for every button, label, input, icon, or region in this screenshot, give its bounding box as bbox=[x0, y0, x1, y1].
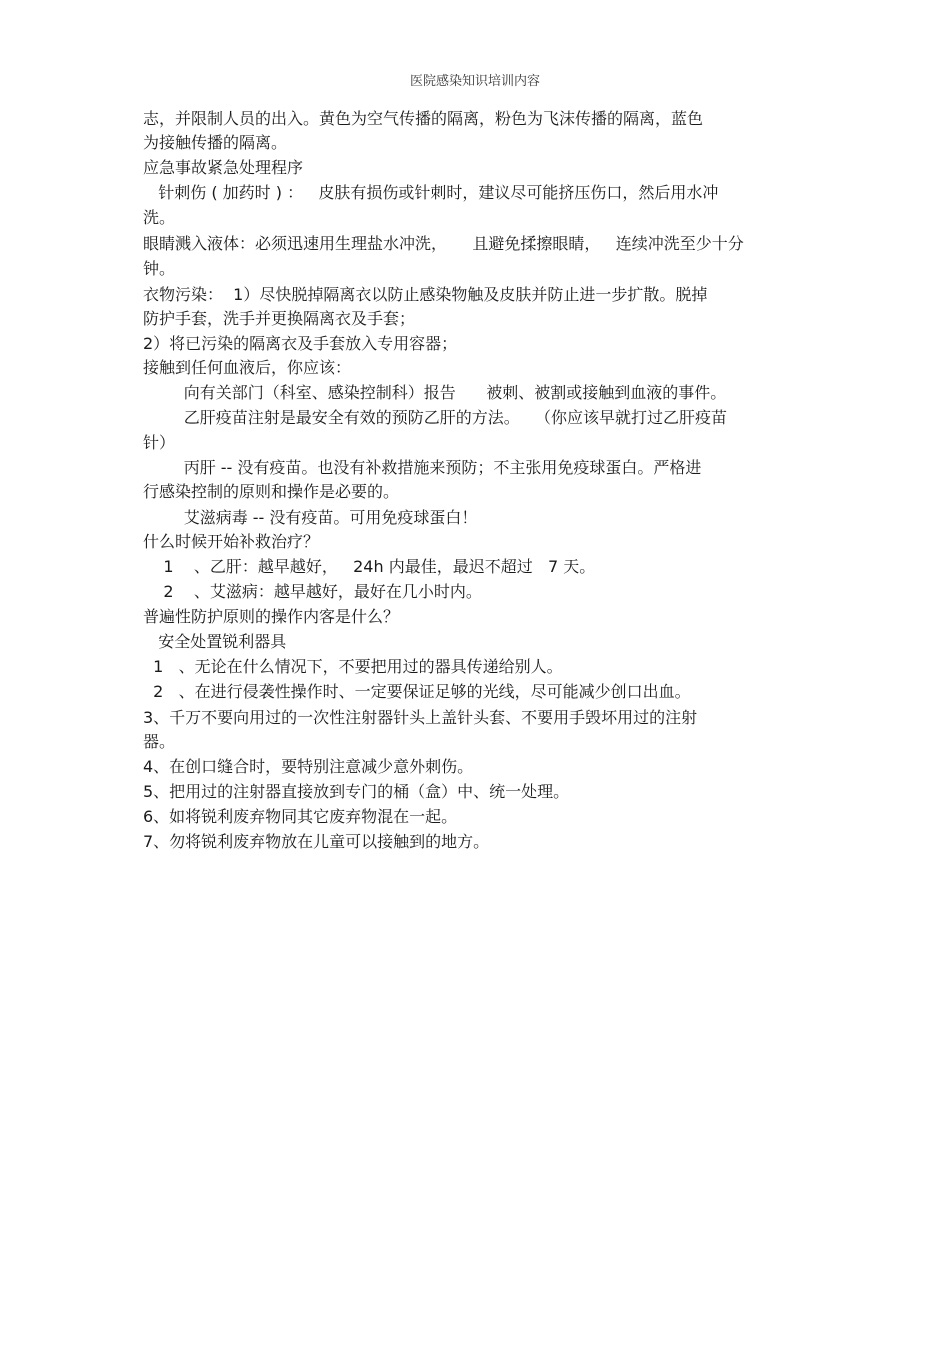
body-line: 2）将已污染的隔离衣及手套放入专用容器； bbox=[143, 334, 458, 353]
body-line: 6、如将锐利废弃物同其它废弃物混在一起。 bbox=[143, 807, 458, 826]
body-line: 2 、在进行侵袭性操作时、一定要保证足够的光线，尽可能减少创口出血。 bbox=[143, 682, 691, 701]
body-line: 行感染控制的原则和操作是必要的。 bbox=[143, 482, 400, 501]
body-line: 艾滋病毒 -- 没有疫苗。可用免疫球蛋白！ bbox=[143, 508, 478, 527]
body-line: 1 、乙肝：越早越好， 24h 内最佳，最迟不超过 7 天。 bbox=[143, 557, 596, 576]
body-line: 向有关部门（科室、感染控制科）报告 被刺、被割或接触到血液的事件。 bbox=[143, 383, 727, 402]
body-line: 针） bbox=[143, 433, 176, 452]
body-line: 1 、无论在什么情况下，不要把用过的器具传递给别人。 bbox=[143, 657, 563, 676]
body-line: 2 、艾滋病：越早越好，最好在几小时内。 bbox=[143, 582, 482, 601]
section-heading: 应急事故紧急处理程序 bbox=[143, 158, 304, 177]
body-line: 志，并限制人员的出入。黄色为空气传播的隔离，粉色为飞沫传播的隔离，蓝色 bbox=[143, 109, 704, 128]
body-line: 接触到任何血液后，你应该： bbox=[143, 358, 352, 377]
body-line: 7、勿将锐利废弃物放在儿童可以接触到的地方。 bbox=[143, 832, 490, 851]
body-line: 防护手套，洗手并更换隔离衣及手套； bbox=[143, 309, 416, 328]
section-heading: 什么时候开始补救治疗？ bbox=[143, 532, 320, 551]
body-line: 为接触传播的隔离。 bbox=[143, 133, 288, 152]
body-line: 安全处置锐利器具 bbox=[143, 632, 287, 651]
page-header: 医院感染知识培训内容 bbox=[409, 74, 540, 89]
body-line: 衣物污染： 1）尽快脱掉隔离衣以防止感染物触及皮肤并防止进一步扩散。脱掉 bbox=[143, 285, 708, 304]
body-line: 5、把用过的注射器直接放到专门的桶（盒）中、统一处理。 bbox=[143, 782, 570, 801]
body-line: 洗。 bbox=[143, 208, 176, 227]
body-line: 乙肝疫苗注射是最安全有效的预防乙肝的方法。 （你应该早就打过乙肝疫苗 bbox=[143, 408, 727, 427]
body-line: 钟。 bbox=[143, 259, 176, 278]
body-line: 针刺伤 ( 加药时 ) ： 皮肤有损伤或针刺时，建议尽可能挤压伤口，然后用水冲 bbox=[143, 183, 719, 202]
body-line: 器。 bbox=[143, 732, 176, 751]
body-line: 3、千万不要向用过的一次性注射器针头上盖针头套、不要用手毁坏用过的注射 bbox=[143, 708, 698, 727]
body-line: 4、在创口缝合时，要特别注意减少意外刺伤。 bbox=[143, 757, 474, 776]
body-line: 眼睛溅入液体：必须迅速用生理盐水冲洗， 且避免揉擦眼睛， 连续冲洗至少十分 bbox=[143, 234, 744, 253]
body-line: 丙肝 -- 没有疫苗。也没有补救措施来预防；不主张用免疫球蛋白。严格进 bbox=[143, 458, 702, 477]
section-heading: 普遍性防护原则的操作内客是什么？ bbox=[143, 607, 400, 626]
